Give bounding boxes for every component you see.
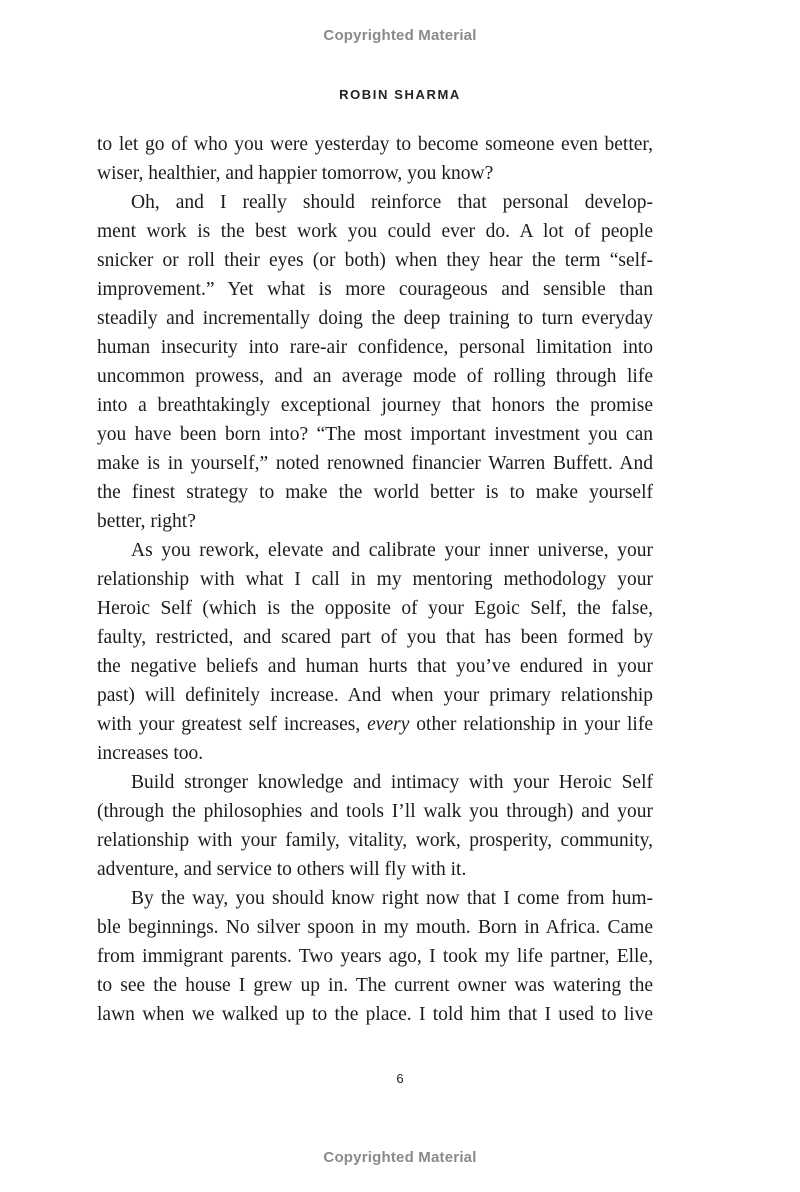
page-body-text xyxy=(97,130,653,1029)
text-line: increases too. xyxy=(97,743,204,764)
page-number: 6 xyxy=(396,1071,404,1086)
copyright-watermark-bottom: Copyrighted Material xyxy=(323,1149,477,1166)
text-line: to let go of who you were yesterday to become someone even better, xyxy=(97,134,653,155)
text-line: past) will definitely increase. And when your primary relationship xyxy=(97,685,653,706)
text-line: Oh, and I really should reinforce that personal develop- xyxy=(131,192,653,213)
text-line: uncommon prowess, and an average mode of rolling through life xyxy=(97,366,653,387)
text-line: human insecurity into rare-air confidence, personal limitation into xyxy=(97,337,653,358)
text-segment: other relationship in your life xyxy=(416,714,653,735)
text-line: steadily and incrementally doing the deep training to turn everyday xyxy=(97,308,653,329)
text-line: relationship with your family, vitality, work, prosperity, community, xyxy=(97,830,653,851)
text-line: adventure, and service to others will fly with it. xyxy=(97,859,467,880)
text-line: ble beginnings. No silver spoon in my mouth. Born in Africa. Came xyxy=(97,917,653,938)
running-head-author: ROBIN SHARMA xyxy=(339,87,461,102)
text-line: (through the philosophies and tools I’ll walk you through) and your xyxy=(97,801,653,822)
text-line: the finest strategy to make the world better is to make yourself xyxy=(97,482,653,503)
emphasized-word: every xyxy=(367,714,410,735)
text-segment: with your greatest self increases, xyxy=(97,714,361,735)
text-line: you have been born into? “The most important investment you can xyxy=(97,424,653,445)
text-line: into a breathtakingly exceptional journey that honors the promise xyxy=(97,395,653,416)
text-line: By the way, you should know right now that I come from hum- xyxy=(131,888,653,909)
text-line: to see the house I grew up in. The current owner was watering the xyxy=(97,975,653,996)
text-line: from immigrant parents. Two years ago, I took my life partner, Elle, xyxy=(97,946,653,967)
text-line: wiser, healthier, and happier tomorrow, you know? xyxy=(97,163,494,184)
text-line: Heroic Self (which is the opposite of your Egoic Self, the false, xyxy=(97,598,653,619)
text-line: improvement.” Yet what is more courageous and sensible than xyxy=(97,279,653,300)
copyright-watermark-top: Copyrighted Material xyxy=(323,27,477,44)
text-line: relationship with what I call in my mentoring methodology your xyxy=(97,569,653,590)
text-line: make is in yourself,” noted renowned financier Warren Buffett. And xyxy=(97,453,653,474)
text-line: snicker or roll their eyes (or both) when they hear the term “self- xyxy=(97,250,653,271)
text-line xyxy=(97,710,653,739)
text-line: ment work is the best work you could ever do. A lot of people xyxy=(97,221,653,242)
text-line: faulty, restricted, and scared part of you that has been formed by xyxy=(97,627,653,648)
text-line: Build stronger knowledge and intimacy with your Heroic Self xyxy=(131,772,653,793)
text-line: As you rework, elevate and calibrate your inner universe, your xyxy=(131,540,653,561)
text-line: better, right? xyxy=(97,511,196,532)
text-line: the negative beliefs and human hurts that you’ve endured in your xyxy=(97,656,653,677)
text-line: lawn when we walked up to the place. I told him that I used to live xyxy=(97,1004,653,1025)
